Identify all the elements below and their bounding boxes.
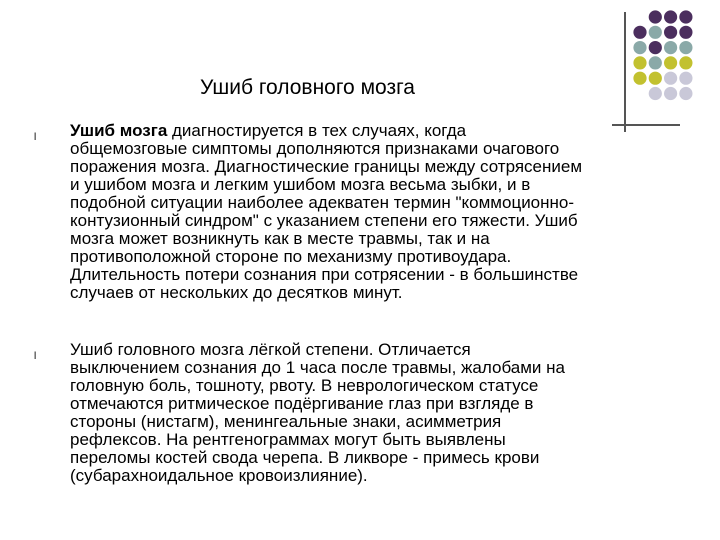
text-line: стороны (нистагм), менингеальные знаки, асимметрия: [70, 412, 502, 431]
decorative-dot: [633, 72, 646, 85]
text-line: подобной ситуации наиболее адекватен термин "коммоционно-: [70, 193, 575, 212]
text-line: и ушибом мозга и легким ушибом мозга весьма зыбки, и в: [70, 175, 531, 194]
bold-lead-term: Ушиб мозга: [70, 121, 168, 140]
decorative-dot: [664, 87, 677, 100]
text-line: головную боль, тошноту, рвоту. В неврологическом статусе: [70, 376, 539, 395]
text-line: мозга может возникнуть как в месте травмы, так и на: [70, 229, 490, 248]
decorative-dot: [664, 10, 677, 23]
decorative-dot: [633, 56, 646, 69]
text-line: случаев от нескольких до десятков минут.: [70, 283, 403, 302]
text-fragment: диагностируется в тех случаях, когда: [167, 121, 467, 140]
text-line: поражения мозга. Диагностические границы между сотрясением: [70, 157, 583, 176]
decorative-dot: [679, 41, 692, 54]
decorative-dot: [664, 56, 677, 69]
decorative-dot: [649, 26, 662, 39]
text-line: переломы костей свода черепа. В ликворе - примесь крови: [70, 448, 540, 467]
decorative-dot: [633, 26, 646, 39]
slide-title: Ушиб головного мозга: [200, 76, 415, 99]
text-line: контузионный синдром" с указанием степени его тяжести. Ушиб: [70, 211, 578, 230]
decorative-dot: [679, 10, 692, 23]
text-line: рефлексов. На рентгенограммах могут быть выявлены: [70, 430, 506, 449]
text-line: (субарахноидальное кровоизлияние).: [70, 466, 368, 485]
text-line: противоположной стороне по механизму противоудара.: [70, 247, 512, 266]
text-line: общемозговые симптомы дополняются признаками очагового: [70, 139, 560, 158]
decorative-dot: [679, 87, 692, 100]
decorative-dot: [649, 72, 662, 85]
text-line: выключением сознания до 1 часа после травмы, жалобами на: [70, 358, 565, 377]
decorative-dot-grid: [0, 0, 720, 140]
bullet-marker: l: [34, 351, 37, 362]
bullet-paragraph-contusion: [70, 122, 670, 302]
decorative-dot: [679, 56, 692, 69]
text-line: Ушиб головного мозга лёгкой степени. Отличается: [70, 340, 471, 359]
decorative-dot: [649, 87, 662, 100]
decorative-dot: [649, 10, 662, 23]
bullet-marker: l: [34, 132, 37, 143]
decorative-dot: [649, 56, 662, 69]
text-line: Длительность потери сознания при сотрясении - в большинстве: [70, 265, 579, 284]
bullet-paragraph-mild-contusion: [70, 341, 670, 485]
decorative-dot: [679, 26, 692, 39]
decorative-dot: [664, 26, 677, 39]
decorative-dot: [664, 72, 677, 85]
decorative-dot: [633, 41, 646, 54]
text-line: отмечаются ритмическое подёргивание глаз при взгляде в: [70, 394, 534, 413]
decorative-dot: [679, 72, 692, 85]
decorative-dot: [649, 41, 662, 54]
decorative-dot: [664, 41, 677, 54]
